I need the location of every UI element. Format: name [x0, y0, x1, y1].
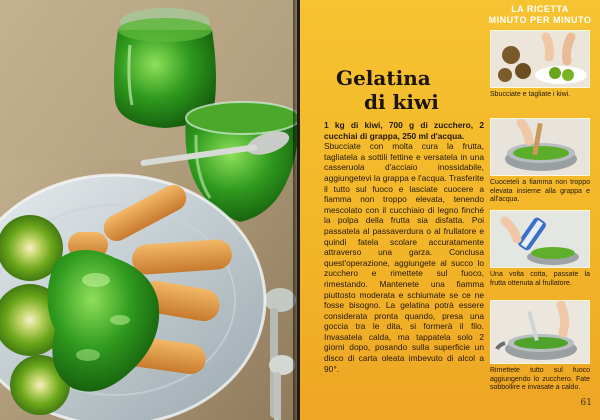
- recipe-ingredients: 1 kg di kiwi, 700 g di zucchero, 2 cucchiai di grappa, 250 ml d'acqua.: [324, 120, 484, 141]
- step-3-photo: [490, 210, 590, 268]
- section-header-line1: LA RICETTA: [511, 4, 569, 14]
- step-4-caption: Rimettete tutto sul fuoco aggiungendo lo zucchero. Fate sobbollire e invasate a caldo.: [490, 367, 590, 392]
- step-2-caption: Cuoceteli a fiamma non troppo elevata insieme alla grappa e all'acqua.: [490, 179, 590, 204]
- step-4-photo: [490, 300, 590, 364]
- kiwi-jelly-photo: [0, 0, 297, 420]
- recipe-title-line1: Gelatina: [336, 66, 431, 90]
- section-header: [488, 4, 592, 26]
- page-number: 61: [580, 398, 592, 408]
- step-1-caption: Sbucciate e tagliate i kiwi.: [490, 91, 571, 98]
- section-header-line2: MINUTO PER MINUTO: [488, 15, 592, 25]
- recipe-instructions: Sbucciate con molta cura la frutta, tagliatela a sottili fettine e versatela in una casseruola d'acciaio inossidabile, aggiungetevi la grappa e l'acqua. Trasferite il tutto sul fuoco e lasciate cuocere a fiamma non troppo elevata, tenendo mescolato con il cucchiaio di legno finché la polpa della frutta sia disfatta. Poi passatela al passaverdura o al frullatore e quindi fatela scolare accuratamente attraverso una garza. Conclusa quest'operazione, aggiungete al succo lo zucchero e rimettete sul fuoco, rimestando. Mantenete una fiamma piuttosto moderata e schiumate se ce ne fosse bisogno. La gelatina potrà essere considerata pronta quando, presa una goccia tra le dita, si formerà il filo. Invasatela calda, ma tappatela solo 2 giorni dopo, posando sulla superficie un disco di carta oleata imbevuto di alcol a 90°.: [324, 141, 484, 374]
- step-3-caption: Una volta cotta, passate la frutta ottenuta al frullatore.: [490, 271, 590, 287]
- recipe-title-line2: di kiwi: [364, 90, 439, 114]
- step-1: [490, 30, 590, 100]
- recipe-title: [336, 66, 476, 114]
- steps-column: [488, 0, 592, 420]
- step-1-photo: [490, 30, 590, 88]
- photo-page: [0, 0, 297, 420]
- recipe-page: [300, 0, 600, 420]
- step-3: [490, 210, 590, 288]
- step-2: [490, 118, 590, 205]
- step-2-photo: [490, 118, 590, 176]
- recipe-text: [324, 120, 484, 374]
- step-4: [490, 300, 590, 393]
